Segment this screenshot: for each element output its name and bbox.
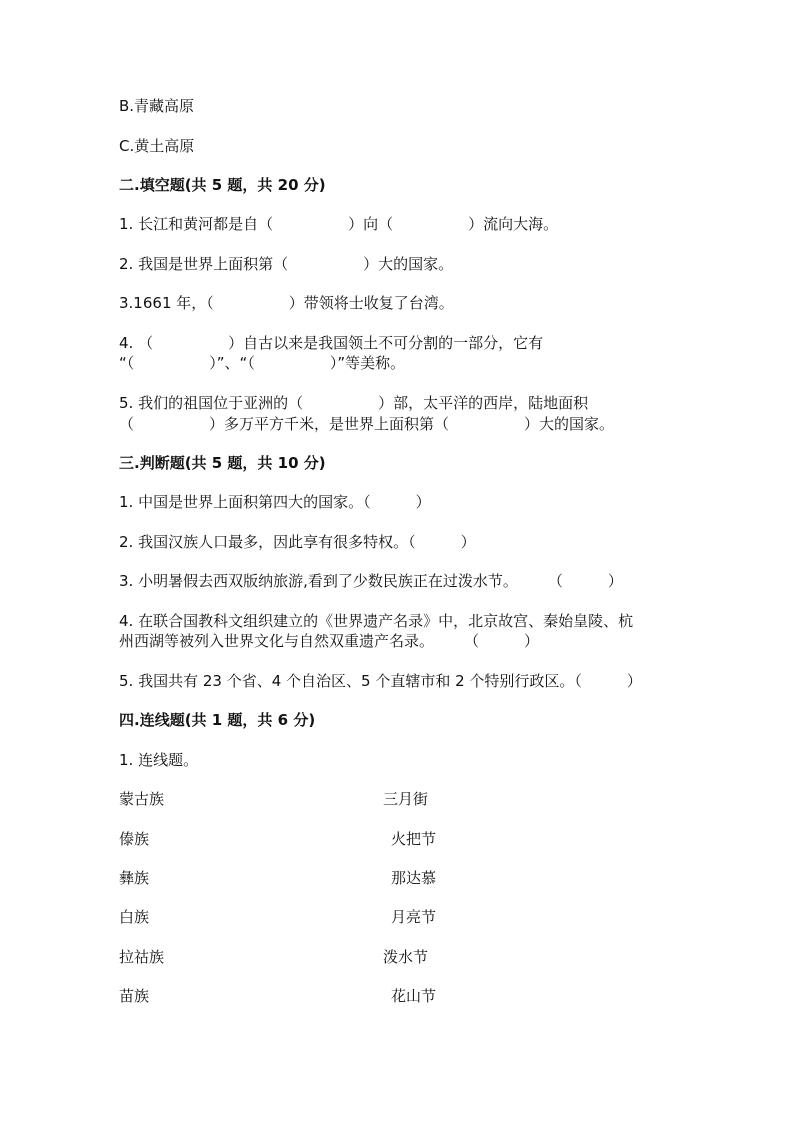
festival-item: 月亮节: [391, 908, 437, 926]
ethnic-group-item: 拉祜族: [119, 948, 165, 966]
festival-item: 那达慕: [391, 869, 437, 887]
fill-question-4-line2: “（ ）”、“（ ）”等美称。: [119, 354, 406, 372]
fill-question-2: 2. 我国是世界上面积第（ ）大的国家。: [119, 255, 454, 273]
ethnic-group-item: 苗族: [119, 987, 150, 1005]
festival-item: 火把节: [391, 830, 437, 848]
option-c: C.黄土高原: [119, 137, 195, 155]
judge-question-3: 3. 小明暑假去西双版纳旅游,看到了少数民族正在过泼水节。 （ ）: [119, 572, 623, 590]
section3-heading: 三.判断题(共 5 题，共 10 分): [119, 454, 326, 472]
option-b: B.青藏高原: [119, 97, 195, 115]
fill-question-5-line2: （ ）多万平方千米，是世界上面积第（ ）大的国家。: [119, 415, 615, 433]
ethnic-group-item: 蒙古族: [119, 790, 165, 808]
judge-question-2: 2. 我国汉族人口最多，因此享有很多特权。（ ）: [119, 533, 476, 551]
section2-heading: 二.填空题(共 5 题，共 20 分): [119, 176, 326, 194]
festival-item: 三月街: [383, 790, 429, 808]
judge-question-5: 5. 我国共有 23 个省、4 个自治区、5 个直辖市和 2 个特别行政区。（ ）: [119, 672, 642, 690]
festival-item: 泼水节: [383, 948, 429, 966]
ethnic-group-item: 白族: [119, 908, 150, 926]
fill-question-4-line1: 4. （ ）自古以来是我国领土不可分割的一部分，它有: [119, 334, 544, 352]
section4-heading: 四.连线题(共 1 题，共 6 分): [119, 711, 316, 729]
ethnic-group-item: 彝族: [119, 869, 150, 887]
fill-question-5-line1: 5. 我们的祖国位于亚洲的（ ）部，太平洋的西岸，陆地面积: [119, 394, 589, 412]
fill-question-1: 1. 长江和黄河都是自（ ）向（ ）流向大海。: [119, 215, 559, 233]
judge-question-1: 1. 中国是世界上面积第四大的国家。（ ）: [119, 493, 431, 511]
festival-item: 花山节: [391, 987, 437, 1005]
match-question-1: 1. 连线题。: [119, 751, 199, 769]
judge-question-4-line1: 4. 在联合国教科文组织建立的《世界遗产名录》中，北京故宫、秦始皇陵、杭: [119, 612, 634, 630]
ethnic-group-item: 傣族: [119, 830, 150, 848]
judge-question-4-line2: 州西湖等被列入世界文化与自然双重遗产名录。 （ ）: [119, 632, 540, 650]
fill-question-3: 3.1661 年，（ ）带领将士收复了台湾。: [119, 294, 454, 312]
